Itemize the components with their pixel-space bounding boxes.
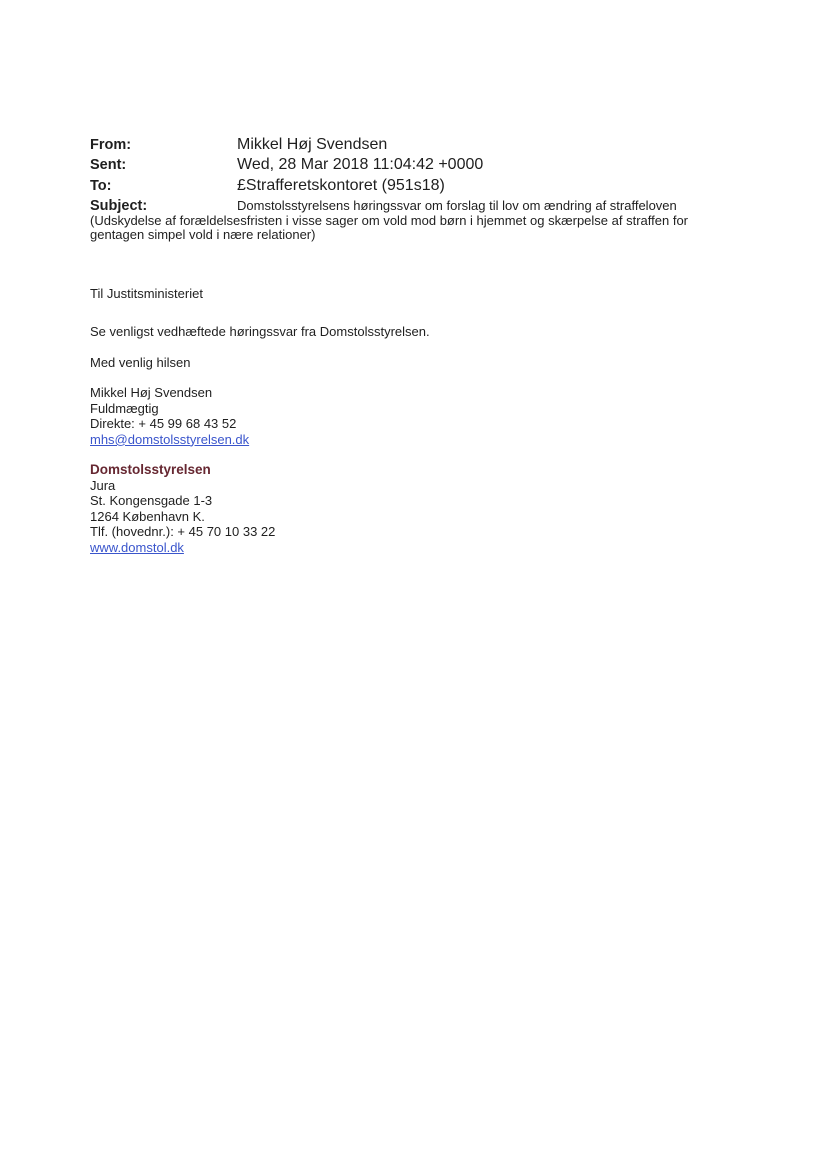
sender-email-link[interactable]: mhs@domstolsstyrelsen.dk <box>90 431 250 447</box>
from-label: From: <box>90 137 132 153</box>
sender-title: Fuldmægtig <box>90 400 159 416</box>
subject-continuation-line-1: (Udskydelse af forældelsesfristen i visse sager om vold mod børn i hjemmet og skærpelse af straffen for <box>90 213 688 229</box>
salutation: Til Justitsministeriet <box>90 286 203 301</box>
sent-value: Wed, 28 Mar 2018 11:04:42 +0000 <box>237 156 484 174</box>
subject-value: Domstolsstyrelsens høringssvar om forslag til lov om ændring af straffeloven <box>237 197 677 213</box>
from-value: Mikkel Høj Svendsen <box>237 136 388 153</box>
sent-label: Sent: <box>90 157 127 174</box>
to-value: £Strafferetskontoret (951s18) <box>237 176 445 194</box>
subject-continuation-line-2: gentagen simpel vold i nære relationer) <box>90 226 316 242</box>
closing: Med venlig hilsen <box>90 355 191 370</box>
header-row-sent <box>90 155 750 175</box>
org-department: Jura <box>90 477 116 493</box>
org-website-link[interactable]: www.domstol.dk <box>90 539 184 555</box>
subject-label: Subject: <box>90 197 148 214</box>
sender-direct-phone: Direkte: + 45 99 68 43 52 <box>90 416 237 432</box>
body-message: Se venligst vedhæftede høringssvar fra Domstolsstyrelsen. <box>90 324 430 339</box>
sender-name: Mikkel Høj Svendsen <box>90 385 213 400</box>
org-city: 1264 København K. <box>90 508 205 524</box>
org-name: Domstolsstyrelsen <box>90 462 211 477</box>
organization-block <box>90 462 275 556</box>
org-phone: Tlf. (hovednr.): + 45 70 10 33 22 <box>90 524 276 540</box>
header-row-from <box>90 135 750 155</box>
sender-signature-block <box>90 385 249 447</box>
header-row-to <box>90 176 750 196</box>
org-street: St. Kongensgade 1-3 <box>90 493 213 509</box>
to-label: To: <box>90 177 112 194</box>
email-header-block <box>90 135 750 243</box>
